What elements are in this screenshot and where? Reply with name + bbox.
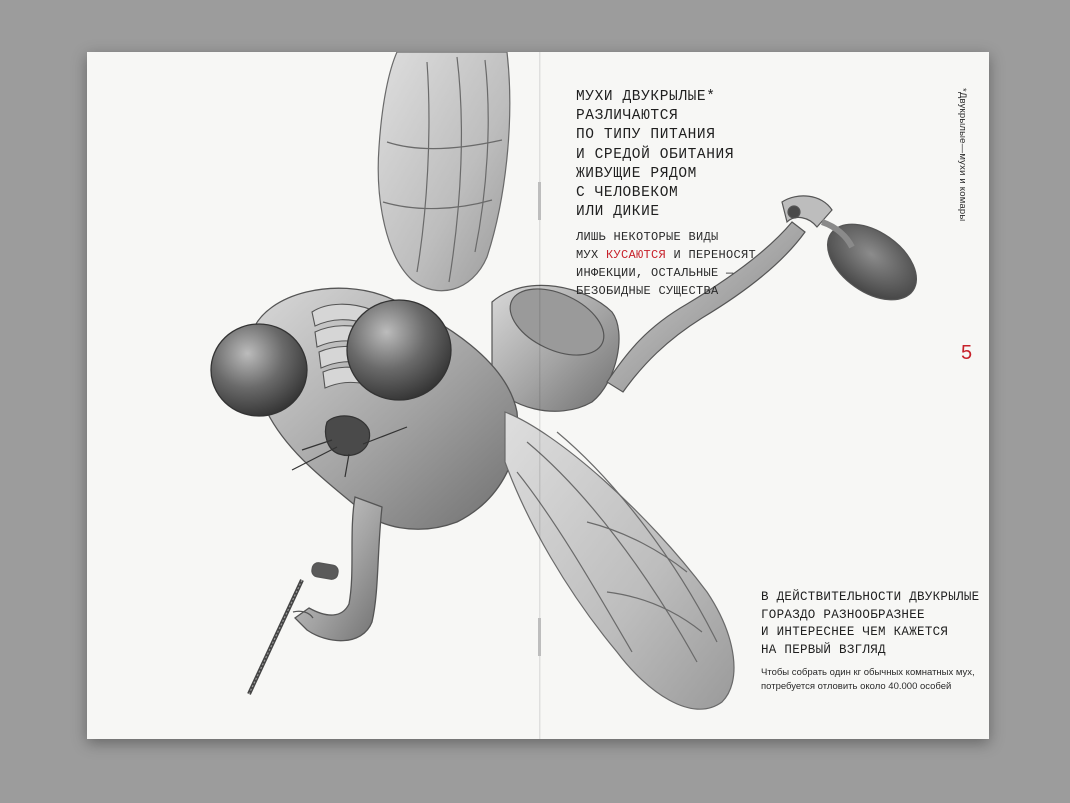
- fact-footnote: [761, 666, 975, 694]
- right-eye: [347, 300, 451, 400]
- footnote-line: потребуется отловить около 40.000 особей: [761, 681, 952, 692]
- footnote-line: Чтобы собрать один кг обычных комнатных мух,: [761, 667, 975, 678]
- headline-line: ЖИВУЩИЕ РЯДОМ: [576, 165, 697, 182]
- headline-line: ПО ТИПУ ПИТАНИЯ: [576, 127, 716, 144]
- bottom-heading-line: В ДЕЙСТВИТЕЛЬНОСТИ ДВУКРЫЛЫЕ: [761, 590, 980, 604]
- headline: [576, 88, 734, 222]
- highlight-word: КУСАЮТСЯ: [606, 248, 667, 262]
- subheading: [576, 228, 756, 300]
- page-number: 5: [961, 342, 973, 364]
- headline-line: МУХИ ДВУКРЫЛЫЕ*: [576, 89, 716, 105]
- headline-line: РАЗЛИЧАЮТСЯ: [576, 108, 679, 125]
- sub-text: МУХ: [576, 248, 607, 262]
- bottom-heading-line: И ИНТЕРЕСНЕЕ ЧЕМ КАЖЕТСЯ: [761, 625, 949, 639]
- staple-bottom: [538, 618, 541, 656]
- booklet-spread: [87, 52, 989, 739]
- sub-text: И ПЕРЕНОСЯТ: [666, 248, 757, 262]
- left-eye: [211, 324, 307, 416]
- sub-line: БЕЗОБИДНЫЕ СУЩЕСТВА: [576, 284, 719, 298]
- sub-line: [576, 246, 756, 264]
- upper-wing: [378, 52, 510, 291]
- headline-line: ИЛИ ДИКИЕ: [576, 204, 660, 221]
- bottom-heading-line: НА ПЕРВЫЙ ВЗГЛЯД: [761, 642, 886, 657]
- sub-line: ИНФЕКЦИИ, ОСТАЛЬНЫЕ —: [576, 266, 734, 280]
- staple-top: [538, 182, 541, 220]
- headline-line: И СРЕДОЙ ОБИТАНИЯ: [576, 146, 735, 163]
- sub-line: ЛИШЬ НЕКОТОРЫЕ ВИДЫ: [576, 230, 719, 244]
- clamp-arm: [249, 497, 382, 694]
- bottom-heading-line: ГОРАЗДО РАЗНООБРАЗНЕЕ: [761, 607, 925, 622]
- bottom-heading: [761, 589, 979, 659]
- side-footnote: *Двукрылые—мухи и комары: [957, 88, 968, 222]
- headline-line: С ЧЕЛОВЕКОМ: [576, 185, 679, 202]
